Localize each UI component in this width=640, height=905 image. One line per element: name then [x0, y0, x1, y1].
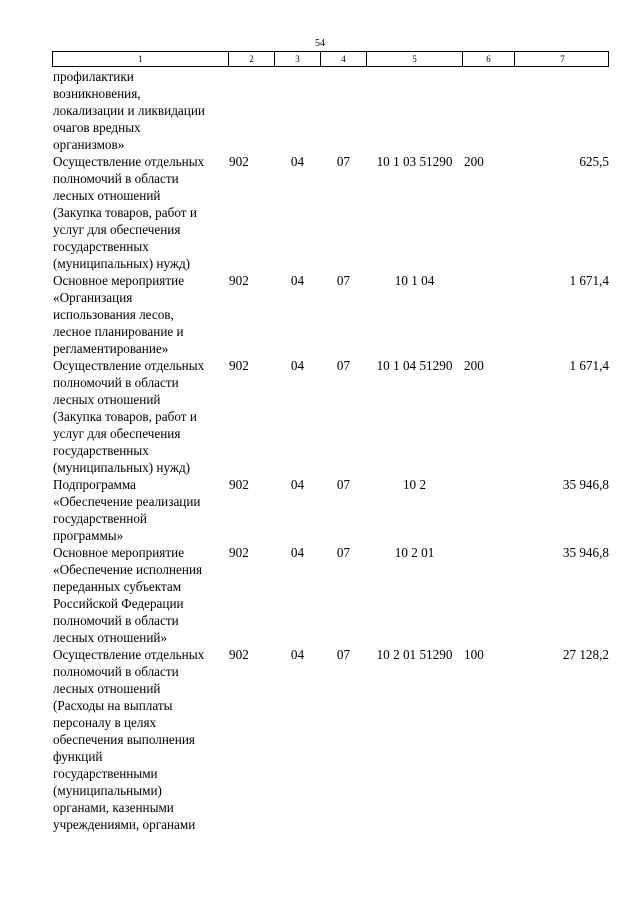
row-sum: 1 671,4 [569, 358, 609, 373]
table-body [52, 68, 609, 833]
row-gr: 902 [229, 154, 249, 169]
table-row [52, 68, 609, 153]
row-cs: 10 2 [402, 477, 427, 492]
row-vr: 200 [464, 358, 484, 373]
row-cs: 10 1 04 51290 [376, 358, 453, 373]
row-gr: 902 [229, 273, 249, 288]
row-sum: 1 671,4 [569, 273, 609, 288]
row-pr [320, 68, 366, 153]
table-row [52, 272, 609, 357]
row-gr [228, 68, 274, 153]
row-name: Осуществление отдельных полномочий в области лесных отношений (Расходы на выплаты персоналу в целях обеспечения выполнения функций государственными (муниципальными) органами, казенными учреждениями, органами [53, 647, 205, 832]
row-pr: 07 [336, 545, 351, 560]
table-row [52, 357, 609, 476]
row-gr: 902 [229, 545, 249, 560]
page-number: 54 [315, 38, 325, 49]
row-cs: 10 2 01 [394, 545, 435, 560]
header-col-3: 3 [275, 52, 321, 66]
row-name: Подпрограмма «Обеспечение реализации государственной программы» [53, 477, 201, 543]
row-vr: 100 [464, 647, 484, 662]
row-vr: 200 [464, 154, 484, 169]
row-name: Осуществление отдельных полномочий в области лесных отношений (Закупка товаров, работ и услуг для обеспечения государственных (муниципальных) нужд) [53, 154, 205, 271]
row-vr [462, 272, 514, 357]
row-vr [462, 544, 514, 646]
row-pr: 07 [336, 647, 351, 662]
row-name: Основное мероприятие «Организация использования лесов, лесное планирование и регламентирование» [53, 273, 185, 356]
row-pr: 07 [336, 477, 351, 492]
row-rz: 04 [290, 545, 305, 560]
header-col-5: 5 [367, 52, 463, 66]
row-rz: 04 [290, 477, 305, 492]
table-row [52, 153, 609, 272]
row-vr [462, 68, 514, 153]
row-sum: 35 946,8 [562, 477, 609, 492]
row-gr: 902 [229, 647, 249, 662]
row-pr: 07 [336, 358, 351, 373]
table-header [52, 51, 609, 67]
row-sum [514, 68, 609, 153]
row-name: профилактики возникновения, локализации и ликвидации очагов вредных организмов» [53, 69, 205, 152]
header-col-1: 1 [53, 52, 229, 66]
table-row [52, 476, 609, 544]
row-name: Осуществление отдельных полномочий в области лесных отношений (Закупка товаров, работ и услуг для обеспечения государственных (муниципальных) нужд) [53, 358, 205, 475]
row-sum: 625,5 [579, 154, 609, 169]
row-name: Основное мероприятие «Обеспечение исполнения переданных субъектам Российской Федерации полномочий в области лесных отношений» [53, 545, 203, 645]
row-pr: 07 [336, 154, 351, 169]
row-rz: 04 [290, 358, 305, 373]
row-cs [366, 68, 462, 153]
row-gr: 902 [229, 358, 249, 373]
row-sum: 27 128,2 [562, 647, 609, 662]
row-rz: 04 [290, 273, 305, 288]
header-col-7: 7 [560, 54, 565, 64]
header-col-4: 4 [321, 52, 367, 66]
row-pr: 07 [336, 273, 351, 288]
row-cs: 10 1 03 51290 [376, 154, 453, 169]
row-cs: 10 2 01 51290 [376, 647, 453, 662]
row-rz [274, 68, 320, 153]
header-col-6: 6 [463, 52, 515, 66]
row-cs: 10 1 04 [394, 273, 435, 288]
row-vr [462, 476, 514, 544]
row-sum: 35 946,8 [562, 545, 609, 560]
row-rz: 04 [290, 154, 305, 169]
row-rz: 04 [290, 647, 305, 662]
table-row [52, 544, 609, 646]
row-gr: 902 [229, 477, 249, 492]
table-row [52, 646, 609, 833]
header-col-2: 2 [229, 52, 275, 66]
